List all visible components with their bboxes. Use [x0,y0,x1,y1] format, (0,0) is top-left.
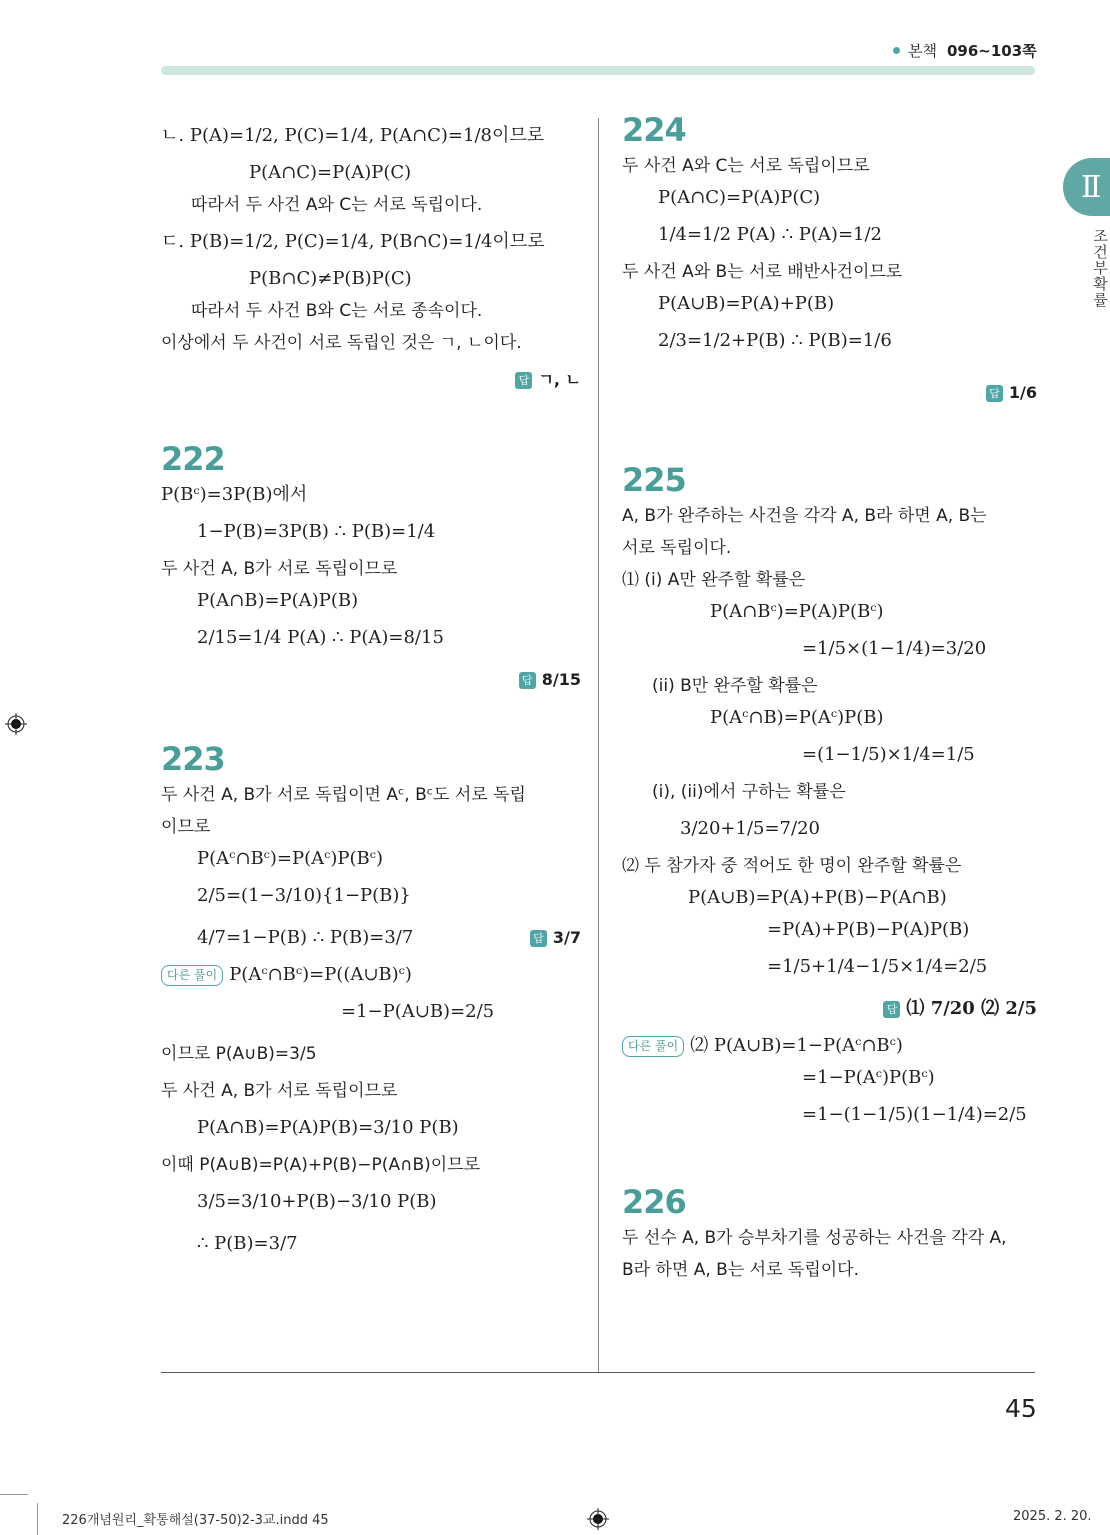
crop-mark [0,1494,28,1495]
solution-line: =P(A)+P(B)−P(A)P(B) [767,919,970,940]
solution-line: 따라서 두 사건 B와 C는 서로 종속이다. [191,301,483,321]
page-number: 45 [1005,1394,1037,1423]
solution-line: 3/20+1/5=7/20 [680,818,820,839]
answer-value: ㄱ, ㄴ [538,370,581,389]
right-column [622,112,1037,1286]
alt-solution-line: 이때 P(A∪B)=P(A)+P(B)−P(A∩B)이므로 [161,1155,481,1175]
book-label: 본책 [908,42,937,60]
answer-badge: 답 [515,372,532,389]
alt-solution-line: =1−(1−1/5)(1−1/4)=2/5 [802,1104,1027,1125]
problem-222 [161,441,581,701]
solution-line: 두 사건 A와 B는 서로 배반사건이므로 [622,262,903,282]
solution-line: 따라서 두 사건 A와 C는 서로 독립이다. [191,195,483,215]
bottom-rule [161,1372,1035,1373]
solution-line: 2/15=1/4 P(A) ∴ P(A)=8/15 [197,627,444,648]
solution-line: P(B∩C)≠P(B)P(C) [249,268,412,289]
answer-value: 1/6 [1008,383,1037,402]
left-column [161,115,581,1265]
problem-225 [622,462,1037,1136]
solution-line: P(Aᶜ∩B)=P(Aᶜ)P(B) [710,707,884,728]
header-bar [161,66,1035,75]
answer-row [622,372,1037,414]
solution-line: 두 선수 A, B가 승부차기를 성공하는 사건을 각각 A, [622,1228,1007,1248]
answer-badge: 답 [986,385,1003,402]
solution-line: 두 사건 A와 C는 서로 독립이므로 [622,156,870,176]
registration-mark-icon [5,713,27,735]
alt-solution-line [622,1030,1037,1062]
footer-date: 2025. 2. 20. [1013,1509,1092,1524]
chapter-numeral: Ⅱ [1081,169,1102,205]
solution-line: 1/4=1/2 P(A) ∴ P(A)=1/2 [658,224,882,245]
alt-solution-line: ∴ P(B)=3/7 [197,1233,298,1254]
answer-row [622,988,1037,1030]
continuation-block [161,115,581,401]
solution-line: 1−P(B)=3P(B) ∴ P(B)=1/4 [197,521,436,542]
alt-solution-line: 두 사건 A, B가 서로 독립이므로 [161,1081,398,1101]
solution-line: 두 사건 A, B가 서로 독립이면 Aᶜ, Bᶜ도 서로 독립 [161,785,526,805]
solution-line: P(A∩Bᶜ)=P(A)P(Bᶜ) [710,601,884,622]
solution-line: ⑴ (i) A만 완주할 확률은 [622,570,806,590]
answer-value: 8/15 [541,670,581,689]
solution-line [161,917,581,959]
solution-line: (ii) B만 완주할 확률은 [652,676,818,696]
solution-line: ㄴ. P(A)=1/2, P(C)=1/4, P(A∩C)=1/8이므로 [161,125,545,146]
solution-line: 서로 독립이다. [622,538,732,558]
solution-line: ㄷ. P(B)=1/2, P(C)=1/4, P(B∩C)=1/4이므로 [161,231,545,252]
solution-line: 2/3=1/2+P(B) ∴ P(B)=1/6 [658,330,892,351]
footer-file-name: 226개념원리_확통해설(37-50)2-3교.indd 45 [62,1513,329,1528]
solution-line: 두 사건 A, B가 서로 독립이므로 [161,559,398,579]
chapter-title: 조건부확률 [1091,228,1109,308]
answer-value: ⑴ 7/20 ⑵ 2/5 [906,998,1037,1019]
alt-solution-badge: 다른 풀이 [161,965,223,986]
problem-224 [622,112,1037,414]
solution-line: (i), (ii)에서 구하는 확률은 [652,782,846,802]
alt-solution-line: 3/5=3/10+P(B)−3/10 P(B) [197,1191,437,1212]
problem-223 [161,741,581,1265]
solution-line: B라 하면 A, B는 서로 독립이다. [622,1260,860,1280]
answer-row [161,659,581,701]
crop-mark [37,1503,38,1535]
equation: 4/7=1−P(B) ∴ P(B)=3/7 [197,927,414,948]
solution-line: A, B가 완주하는 사건을 각각 A, B라 하면 A, B는 [622,506,987,526]
answer-value: 3/7 [552,928,581,947]
answer-badge: 답 [519,672,536,689]
solution-line: =1/5×(1−1/4)=3/20 [802,638,987,659]
chapter-tab [1063,158,1110,216]
answer-badge: 답 [883,1001,900,1018]
solution-line: 이상에서 두 사건이 서로 독립인 것은 ㄱ, ㄴ이다. [161,333,522,353]
solution-line: P(A∩C)=P(A)P(C) [658,187,821,208]
problem-number: 223 [161,740,225,778]
answer-row [530,922,581,954]
textbook-page-reference [893,40,1037,61]
solution-line: P(A∪B)=P(A)+P(B)−P(A∩B) [688,887,947,908]
alt-solution-line [161,959,581,991]
alt-solution-line: =1−P(A∪B)=2/5 [341,1001,495,1022]
solution-line: ⑵ 두 참가자 중 적어도 한 명이 완주할 확률은 [622,856,962,876]
problem-number: 224 [622,111,686,149]
bullet-icon [893,47,900,54]
problem-226 [622,1184,1037,1286]
problem-number: 225 [622,461,686,499]
solution-line: P(Bᶜ)=3P(B)에서 [161,484,308,505]
solution-line: 2/5=(1−3/10){1−P(B)} [197,885,411,906]
solution-line: P(A∩C)=P(A)P(C) [249,162,412,183]
answer-badge: 답 [530,930,547,947]
problem-number: 222 [161,440,225,478]
solution-line: P(Aᶜ∩Bᶜ)=P(Aᶜ)P(Bᶜ) [197,848,384,869]
solution-line: P(A∩B)=P(A)P(B) [197,590,359,611]
solution-line: =(1−1/5)×1/4=1/5 [802,744,975,765]
alt-solution-line: 이므로 P(A∪B)=3/5 [161,1044,317,1064]
solution-line: =1/5+1/4−1/5×1/4=2/5 [767,956,988,977]
solution-line: P(A∪B)=P(A)+P(B) [658,293,835,314]
alt-solution-badge: 다른 풀이 [622,1036,684,1057]
answer-row [161,359,581,401]
page-range: 096~103쪽 [946,42,1037,60]
alt-solution-line: P(A∩B)=P(A)P(B)=3/10 P(B) [197,1117,459,1138]
problem-number: 226 [622,1183,686,1221]
equation: ⑵ P(A∪B)=1−P(Aᶜ∩Bᶜ) [690,1035,903,1056]
column-divider [598,118,599,1373]
solution-line: 이므로 [161,817,211,837]
equation: P(Aᶜ∩Bᶜ)=P((A∪B)ᶜ) [229,964,412,985]
registration-mark-icon [587,1508,609,1530]
alt-solution-line: =1−P(Aᶜ)P(Bᶜ) [802,1067,935,1088]
